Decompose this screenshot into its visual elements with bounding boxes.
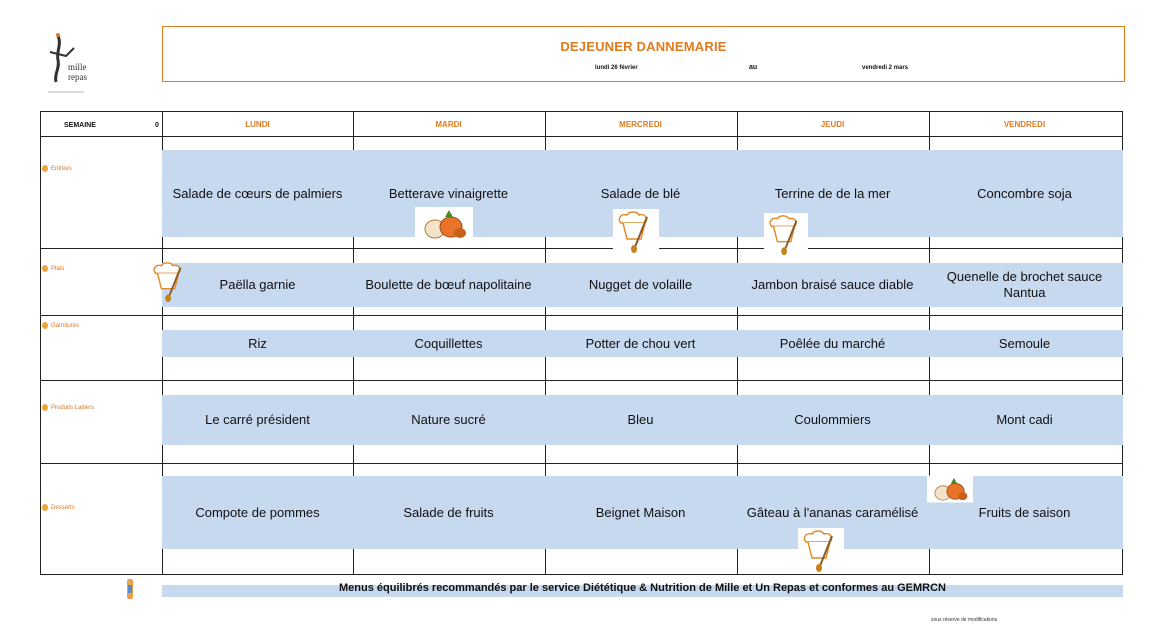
- bullet-icon: [42, 265, 48, 272]
- menu-cell: Potter de chou vert: [585, 335, 696, 351]
- fruit-basket-icon: [927, 473, 973, 505]
- week-number: 0: [155, 122, 159, 129]
- date-start: lundi 26 février: [595, 65, 638, 71]
- svg-text:mille: mille: [68, 62, 87, 72]
- row-label-produits-laitiers: Produits Laitiers: [42, 404, 94, 411]
- menu-cell: Gâteau à l'ananas caramélisé: [746, 504, 919, 520]
- menu-cell: Boulette de bœuf napolitaine: [365, 277, 532, 292]
- modification-note: sous réserve de modifications: [931, 617, 998, 623]
- header-box: [162, 26, 1125, 82]
- grid-line: [40, 111, 1123, 112]
- menu-cell: Concombre soja: [977, 185, 1072, 201]
- menu-cell: Coulommiers: [794, 412, 871, 427]
- footer-statement: Menus équilibrés recommandés par le service Diététique & Nutrition de Mille et Un Repas et conformes au GEMRCN: [339, 582, 946, 594]
- menu-cell: Paëlla garnie: [219, 277, 296, 292]
- fruit-basket-icon: [415, 207, 473, 241]
- row-label-desserts: Desserts: [42, 504, 75, 511]
- day-header: JEUDI: [820, 120, 845, 129]
- menu-cell: Compote de pommes: [195, 504, 320, 520]
- bullet-icon: [42, 165, 48, 172]
- chef-hat-icon: [798, 528, 844, 574]
- day-header: MERCREDI: [619, 120, 662, 129]
- chef-hat-icon: [145, 260, 195, 304]
- bullet-icon: [42, 404, 48, 411]
- menu-cell: Salade de cœurs de palmiers: [172, 185, 343, 201]
- row-label-garnitures: Garnitures: [42, 322, 79, 329]
- menu-cell: Fruits de saison: [978, 504, 1071, 520]
- menu-cell: Le carré président: [205, 412, 310, 427]
- menu-cell: Salade de blé: [600, 185, 681, 201]
- menu-cell: Salade de fruits: [403, 504, 494, 520]
- menu-cell: Poêlée du marché: [779, 335, 886, 351]
- day-header: MARDI: [435, 120, 462, 129]
- row-label-entrees: Entrées: [42, 165, 72, 172]
- day-header: LUNDI: [245, 120, 270, 129]
- grid-line: [40, 111, 41, 575]
- menu-cell: Beignet Maison: [595, 504, 686, 520]
- grid-line: [40, 463, 1123, 464]
- day-header: VENDREDI: [1003, 120, 1046, 129]
- row-label-plats: Plats: [42, 265, 64, 272]
- grid-line: [40, 136, 1123, 137]
- menu-cell: Riz: [248, 335, 267, 351]
- menu-cell: Jambon braisé sauce diable: [751, 277, 914, 292]
- grid-line: [40, 248, 1123, 249]
- menu-cell: Coquillettes: [414, 335, 483, 351]
- menu-cell: Semoule: [998, 335, 1051, 351]
- page-title: DEJEUNER DANNEMARIE: [560, 39, 727, 54]
- menu-cell: Mont cadi: [996, 412, 1053, 427]
- date-separator: au: [749, 64, 758, 71]
- menu-cell: Betterave vinaigrette: [388, 185, 509, 201]
- menu-cell: Bleu: [627, 412, 654, 427]
- bullet-icon: [42, 322, 48, 329]
- grid-line: [40, 315, 1123, 316]
- date-end: vendredi 2 mars: [862, 65, 909, 71]
- menu-cell: Quenelle de brochet sauce Nantua: [946, 269, 1103, 300]
- grid-line: [40, 574, 1123, 575]
- bottle-icon: [124, 577, 136, 601]
- week-label: SEMAINE: [64, 122, 96, 129]
- bullet-icon: [42, 504, 48, 511]
- mille-repas-logo: [44, 30, 114, 98]
- svg-text:repas: repas: [68, 72, 87, 82]
- menu-cell: Nugget de volaille: [588, 277, 693, 292]
- chef-hat-icon: [613, 209, 659, 255]
- chef-hat-icon: [764, 213, 808, 257]
- menu-cell: Nature sucré: [411, 412, 486, 427]
- menu-cell: Terrine de de la mer: [774, 185, 891, 201]
- grid-line: [40, 380, 1123, 381]
